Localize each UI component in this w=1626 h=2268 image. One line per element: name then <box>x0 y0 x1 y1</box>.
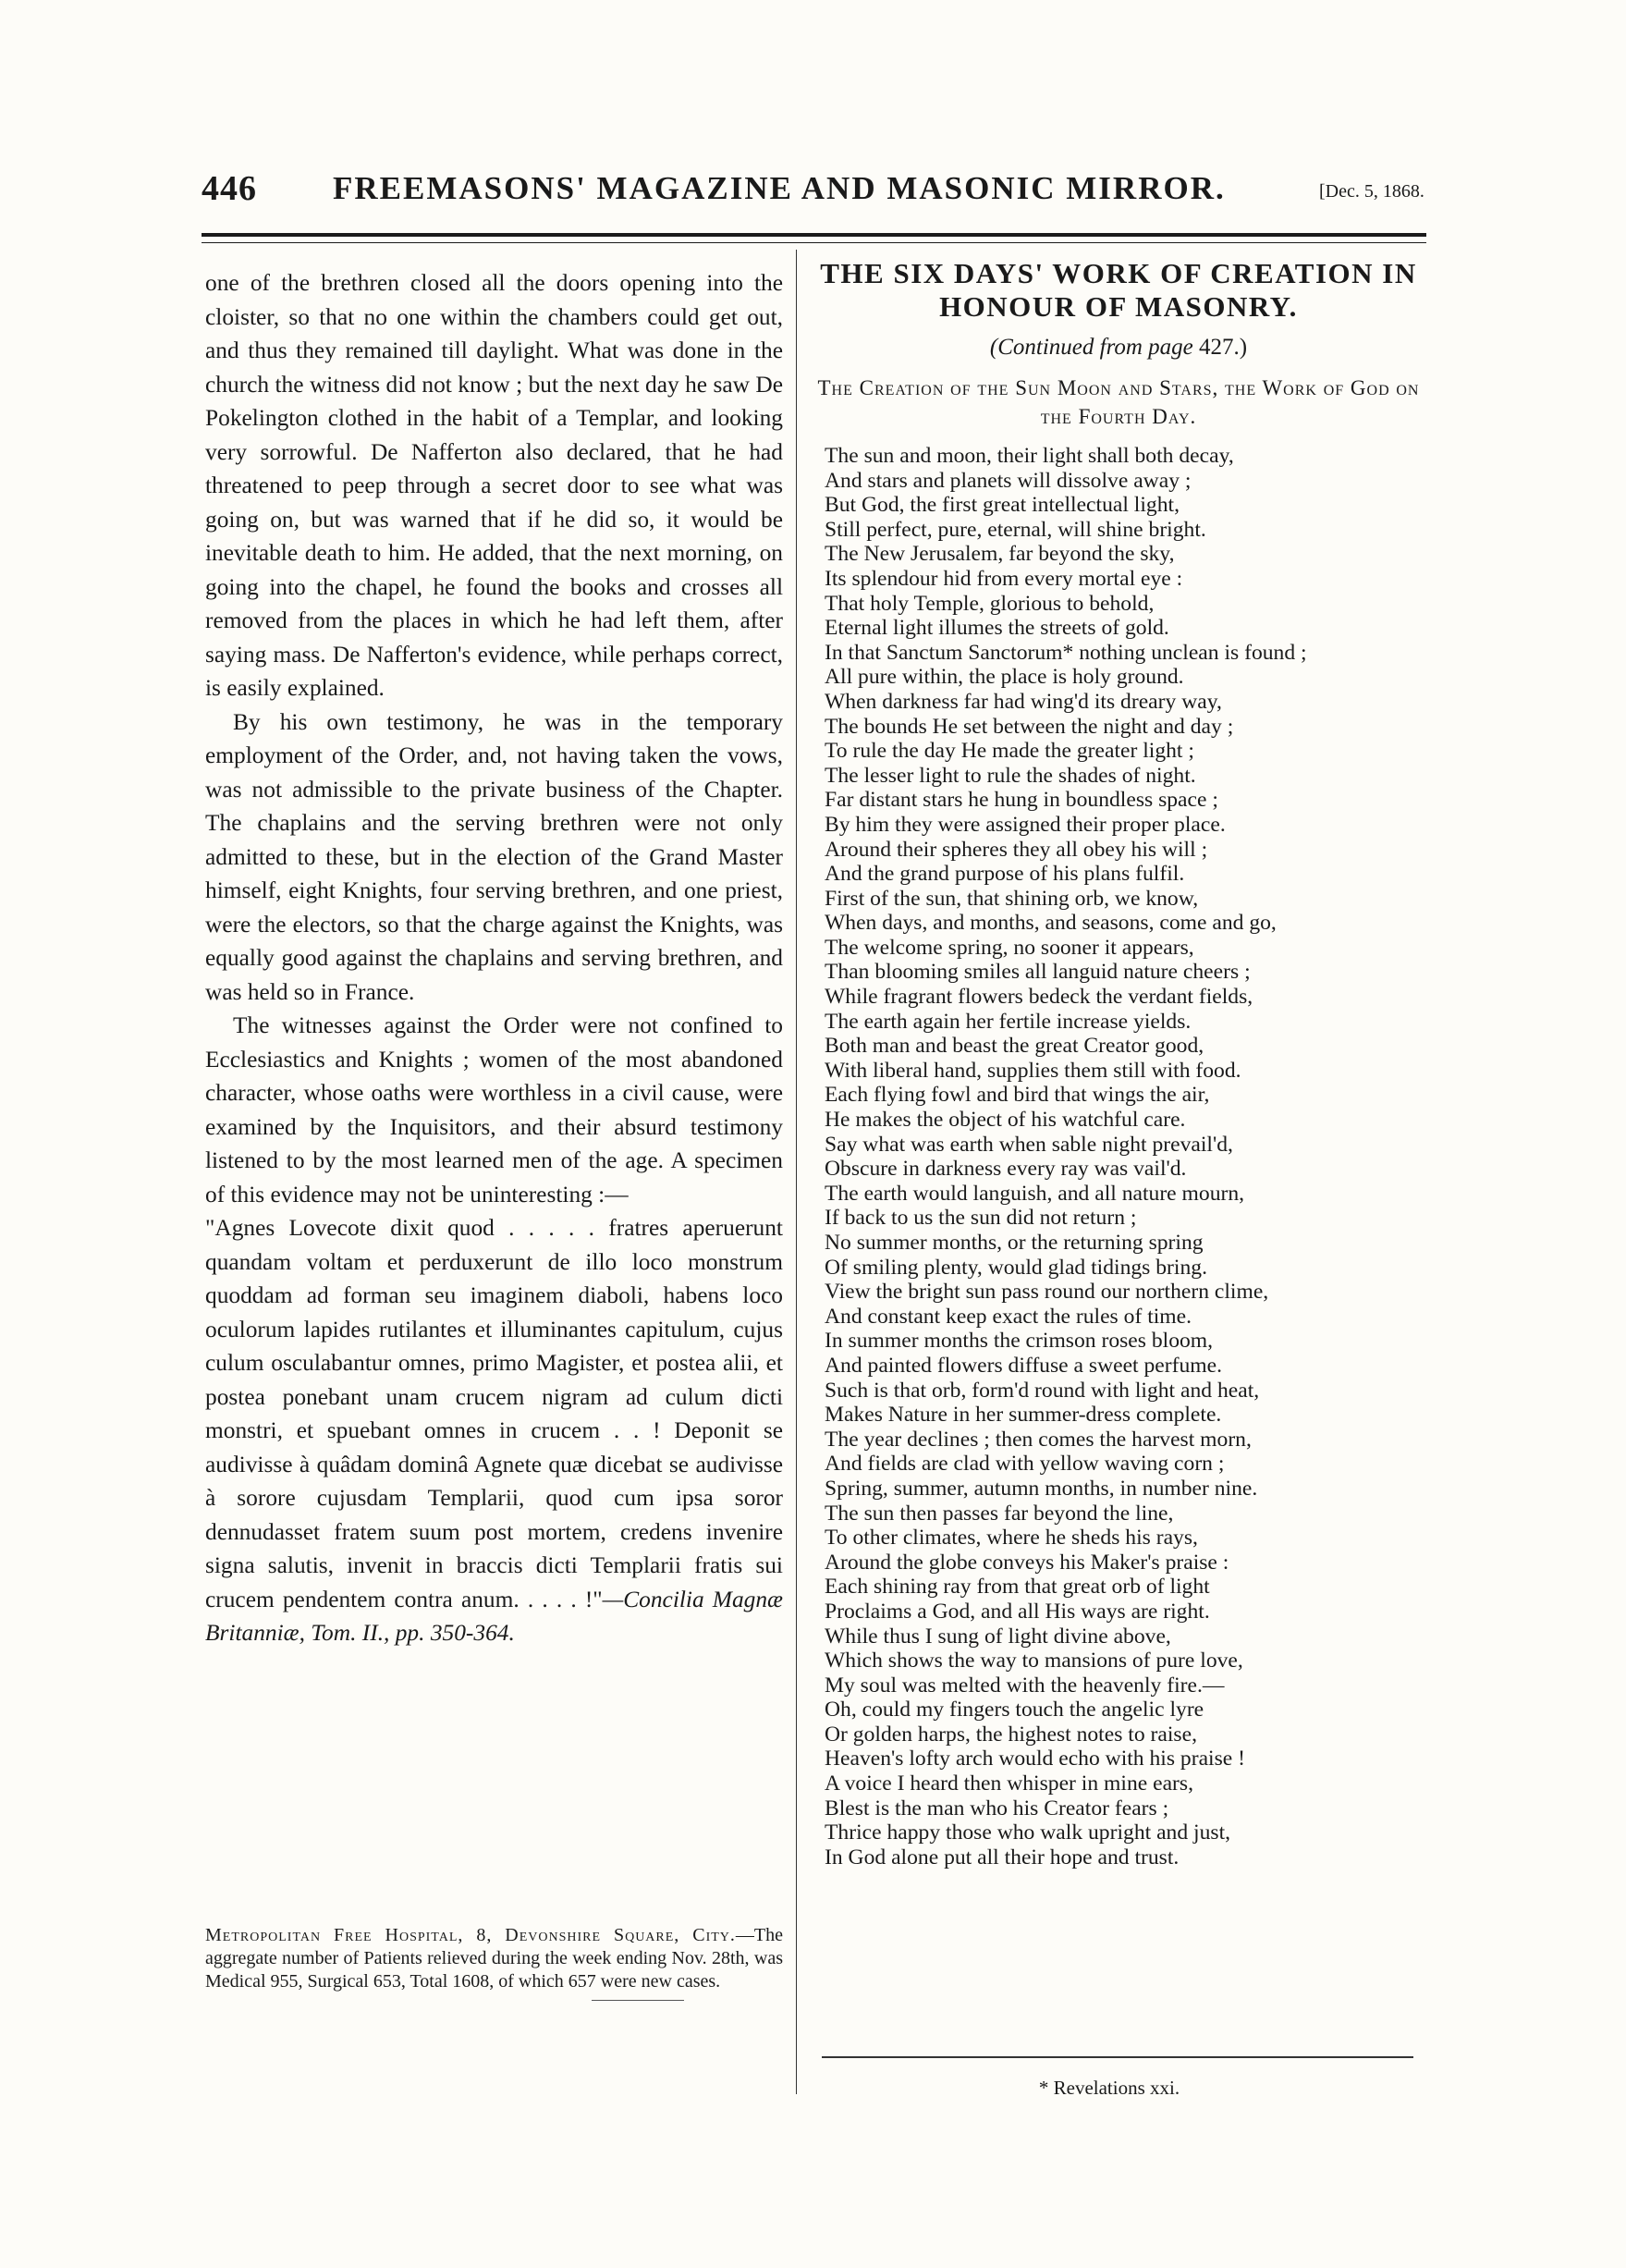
left-paragraph-1: one of the brethren closed all the doors opening into the cloister, so that no one within the chambers could get out, and thus they remained till daylight. What was done in the church the witness did not know ; but the next day he saw De Pokelington clothed in the habit of a Templar, and looking very sorrowful. De Nafferton also declared, that he had threatened to peep through a secret door to see what was going on, but was warned that if he did so, it would be inevitable death to him. He added, that the next morning, on going into the chapel, he found the books and crosses all removed from the places in which he had left them, after saying mass. De Nafferton's evidence, while perhaps correct, is easily explained. <box>205 270 783 701</box>
poem-line: The earth would languish, and all nature mourn, <box>825 1181 1245 1206</box>
notice-body: —The aggregate number of Patients relieved during the week ending Nov. 28th, was Medical 955, Surgical 653, Total 1608, of which 657 were new cases. <box>205 1925 783 1992</box>
poem-line: With liberal hand, supplies them still with food. <box>825 1058 1241 1083</box>
header-rule-thin <box>202 242 1426 243</box>
poem-line: He makes the object of his watchful care. <box>825 1108 1186 1133</box>
poem-line: Blest is the man who his Creator fears ; <box>825 1796 1169 1821</box>
poem-line: No summer months, or the returning spring <box>825 1231 1204 1255</box>
right-column <box>813 257 1424 1870</box>
latin-quotation <box>205 1211 783 1650</box>
poem-line: Each flying fowl and bird that wings the air, <box>825 1083 1210 1108</box>
poem-line: While thus I sung of light divine above, <box>825 1624 1171 1649</box>
poem-line: First of the sun, that shining orb, we know, <box>825 886 1199 911</box>
poem-line: Oh, could my fingers touch the angelic lyre <box>825 1698 1204 1722</box>
continued-page: 427 <box>1199 335 1234 360</box>
poem-line: Thrice happy those who walk upright and just, <box>825 1821 1231 1845</box>
poem-line: In God alone put all their hope and trust. <box>825 1845 1180 1870</box>
column-divider <box>796 250 797 2094</box>
latin-quote-text: "Agnes Lovecote dixit quod . . . . . fratres aperuerunt quandam voltam et perduxerunt de illo loco monstrum quoddam ad forman seu imaginem diaboli, habens loco oculorum lapides rutilantes et illuminantes capitulum, cujus culum osculabantur omnes, primo Magister, et postea alii, et postea ponebant unam crucem nigram ad culum dicti monstri, et spuebant omnes in crucem . . ! Deponit se audivisse à quâdam dominâ Agnete quæ dicebat se audivisse à sorore cujusdam Templarii, quod cum ipsa soror dennudasset fratem suum post mortem, credens invenire signa salutis, invenit in braccis dicti Templarii fratis sui crucem pendentem contra anum. . . . . !" <box>205 1215 783 1612</box>
poem-line: Makes Nature in her summer-dress complete. <box>825 1403 1222 1428</box>
poem-line: Obscure in darkness every ray was vail'd. <box>825 1157 1187 1182</box>
continued-suffix: .) <box>1233 335 1248 360</box>
hospital-notice <box>205 1924 783 1993</box>
poem-line: The lesser light to rule the shades of night. <box>825 763 1196 788</box>
continued-prefix: (Continued from page <box>989 335 1200 360</box>
poem-line: The bounds He set between the night and day ; <box>825 714 1234 739</box>
poem-line: Heaven's lofty arch would echo with his praise ! <box>825 1747 1246 1771</box>
poem-line: Around their spheres they all obey his will ; <box>825 837 1208 862</box>
poem-line: View the bright sun pass round our northern clime, <box>825 1280 1269 1305</box>
poem-line: That holy Temple, glorious to behold, <box>825 591 1155 616</box>
header-rule-thick <box>202 233 1426 237</box>
poem-line: By him they were assigned their proper place. <box>825 812 1226 837</box>
publication-title: FREEMASONS' MAGAZINE AND MASONIC MIRROR. <box>333 170 1226 206</box>
poem-line: And constant keep exact the rules of time. <box>825 1304 1192 1329</box>
poem-line: But God, the first great intellectual light, <box>825 493 1180 518</box>
poem-line: When days, and months, and seasons, come and go, <box>825 911 1277 936</box>
poem-line: The sun then passes far beyond the line, <box>825 1501 1174 1526</box>
poem-line: And stars and planets will dissolve away ; <box>825 468 1192 493</box>
page-number: 446 <box>202 169 257 208</box>
poem-line: The sun and moon, their light shall both decay, <box>825 444 1234 468</box>
poem-line: The earth again her fertile increase yields. <box>825 1009 1192 1034</box>
poem-line: And fields are clad with yellow waving corn ; <box>825 1452 1225 1477</box>
poem-line: If back to us the sun did not return ; <box>825 1206 1137 1231</box>
article-subtitle: The Creation of the Sun Moon and Stars, the Work of God on the Fourth Day. <box>817 376 1420 428</box>
poem-line: A voice I heard then whisper in mine ears, <box>825 1771 1193 1796</box>
poem-line: Which shows the way to mansions of pure love, <box>825 1649 1243 1673</box>
continued-note <box>813 333 1424 362</box>
poem-line: Spring, summer, autumn months, in number nine. <box>825 1476 1258 1501</box>
poem-line: When darkness far had wing'd its dreary way, <box>825 689 1222 714</box>
left-paragraph-2: By his own testimony, he was in the temporary employment of the Order, and, not having taken the vows, was not admissible to the private business of the Chapter. The chaplains and the serving brethren were not only admitted to these, but in the election of the Grand Master himself, eight Knights, four serving brethren, and one priest, were the electors, so that the charge against the Knights, was equally good against the chaplains and serving brethren, and was held so in France. <box>205 708 783 1005</box>
poem-line: The New Jerusalem, far beyond the sky, <box>825 542 1175 567</box>
poem-line: And painted flowers diffuse a sweet perfume. <box>825 1353 1223 1378</box>
poem-line: Of smiling plenty, would glad tidings bring. <box>825 1255 1207 1280</box>
poem-line: Eternal light illumes the streets of gold. <box>825 616 1169 641</box>
poem-line: Than blooming smiles all languid nature cheers ; <box>825 960 1251 985</box>
page-header <box>0 168 1626 224</box>
poem-line: Such is that orb, form'd round with light and heat, <box>825 1378 1260 1403</box>
poem-line: In summer months the crimson roses bloom, <box>825 1329 1214 1354</box>
poem-line: Each shining ray from that great orb of light <box>825 1575 1210 1600</box>
poem-line: The year declines ; then comes the harvest morn, <box>825 1427 1252 1452</box>
poem-line: All pure within, the place is holy ground. <box>825 665 1184 690</box>
poem-line: To rule the day He made the greater light ; <box>825 739 1194 764</box>
footnote: * Revelations xxi. <box>1038 2077 1180 2099</box>
notice-heading: Metropolitan Free Hospital, 8, Devonshire Square, City. <box>205 1925 736 1945</box>
left-paragraph-3: The witnesses against the Order were not confined to Ecclesiastics and Knights ; women of the most abandoned character, whose oaths were worthless in a civil cause, were examined by the Inquisitors, and their absurd testimony listened to by the most learned men of the age. A specimen of this evidence may not be uninteresting :— <box>205 1012 783 1208</box>
poem-end-rule <box>822 2056 1413 2058</box>
poem-line: Still perfect, pure, eternal, will shine bright. <box>825 517 1206 542</box>
poem-line: To other climates, where he sheds his rays, <box>825 1526 1198 1551</box>
poem-line: Around the globe conveys his Maker's praise : <box>825 1550 1229 1575</box>
latin-citation: —Concilia Magnæ Britanniæ, Tom. II., pp. 350-364. <box>205 1586 783 1646</box>
poem-line: Or golden harps, the highest notes to raise, <box>825 1722 1197 1747</box>
poem-line: The welcome spring, no sooner it appears, <box>825 935 1194 960</box>
poem-line: Both man and beast the great Creator good, <box>825 1034 1204 1059</box>
poem-line: While fragrant flowers bedeck the verdant fields, <box>825 985 1253 1010</box>
poem-line: My soul was melted with the heavenly fire.— <box>825 1673 1225 1698</box>
poem-line: In that Sanctum Sanctorum* nothing unclean is found ; <box>825 640 1307 665</box>
poem-line: Proclaims a God, and all His ways are right. <box>825 1599 1210 1624</box>
left-column <box>205 266 783 1650</box>
article-title: THE SIX DAYS' WORK OF CREATION IN HONOUR OF MASONRY. <box>820 257 1417 323</box>
issue-date: [Dec. 5, 1868. <box>1319 181 1424 202</box>
poem-line: Far distant stars he hung in boundless space ; <box>825 788 1218 813</box>
poem <box>825 444 1424 1870</box>
poem-line: And the grand purpose of his plans fulfil. <box>825 862 1185 887</box>
poem-line: Say what was earth when sable night prevail'd, <box>825 1132 1233 1157</box>
poem-line: Its splendour hid from every mortal eye : <box>825 566 1183 591</box>
notice-rule <box>592 2000 684 2001</box>
